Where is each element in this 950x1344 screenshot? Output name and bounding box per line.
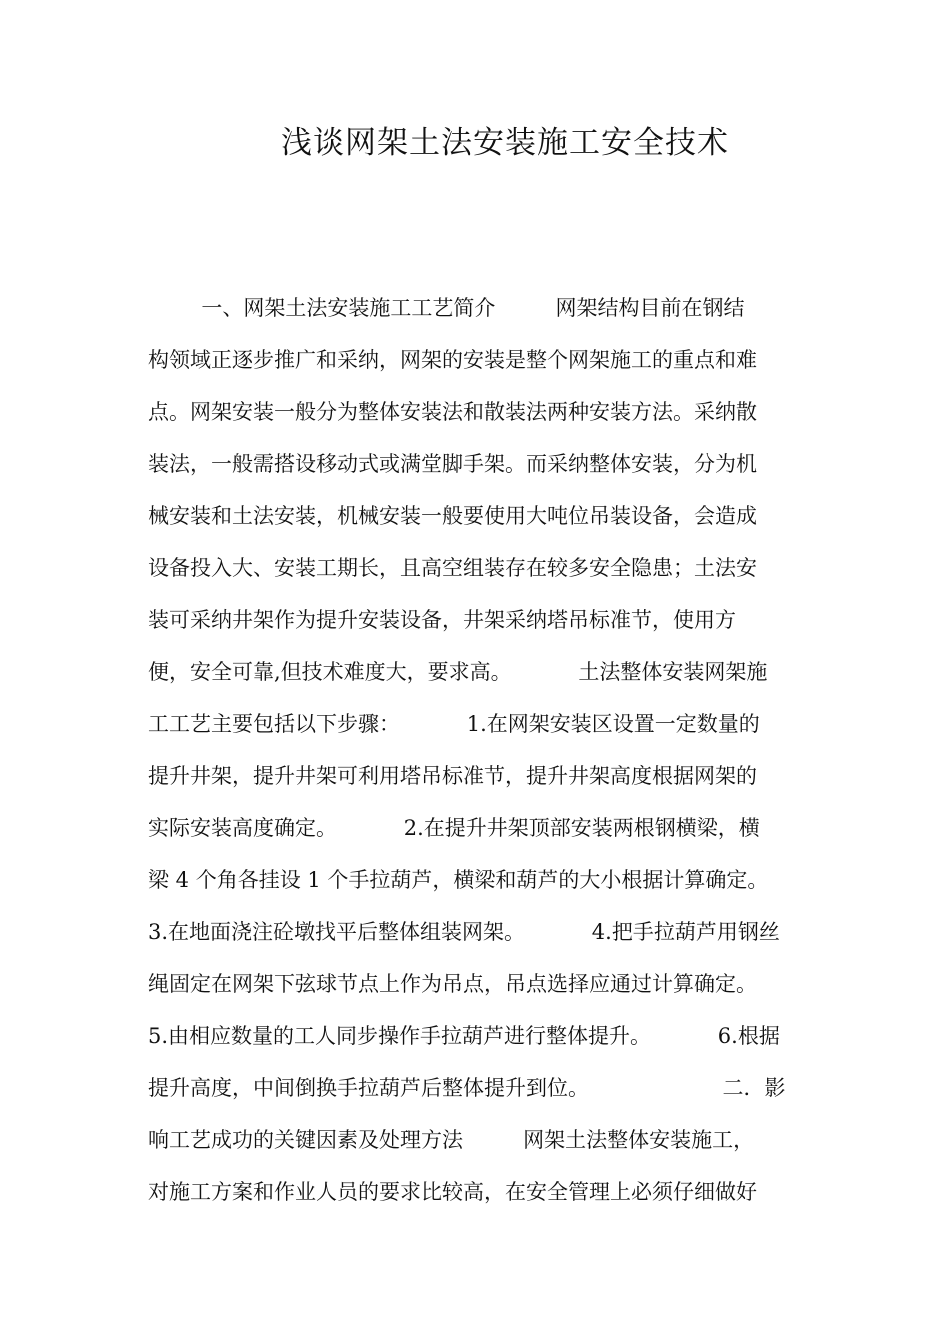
- body-line: 5.由相应数量的工人同步操作手拉葫芦进行整体提升。 6.根据: [148, 1024, 780, 1048]
- body-text: [148, 282, 808, 1218]
- document-title: 浅谈网架土法安装施工安全技术: [281, 125, 729, 161]
- body-line: 实际安装高度确定。 2.在提升井架顶部安装两根钢横梁，横: [148, 816, 760, 840]
- body-line: 响工艺成功的关键因素及处理方法 网架土法整体安装施工，: [148, 1128, 755, 1152]
- body-line: 一、网架土法安装施工工艺简介 网架结构目前在钢结: [148, 296, 745, 320]
- body-line: 便，安全可靠,但技术难度大，要求高。 土法整体安装网架施: [148, 660, 768, 684]
- body-line: 点。网架安装一般分为整体安装法和散装法两种安装方法。采纳散: [148, 400, 757, 424]
- body-line: 设备投入大、安装工期长，且高空组装存在较多安全隐患；土法安: [148, 556, 757, 580]
- body-line: 械安装和土法安装，机械安装一般要使用大吨位吊装设备，会造成: [148, 504, 757, 528]
- body-line: 提升井架，提升井架可利用塔吊标准节，提升井架高度根据网架的: [148, 764, 757, 788]
- body-line: 梁 4 个角各挂设 1 个手拉葫芦，横梁和葫芦的大小根据计算确定。: [148, 868, 769, 892]
- body-line: 提升高度，中间倒换手拉葫芦后整体提升到位。 二．影: [148, 1076, 786, 1100]
- body-line: 装可采纳井架作为提升安装设备，井架采纳塔吊标准节，使用方: [148, 608, 736, 632]
- body-line: 3.在地面浇注砼墩找平后整体组装网架。 4.把手拉葫芦用钢丝: [148, 920, 780, 944]
- body-line: 工工艺主要包括以下步骤： 1.在网架安装区设置一定数量的: [148, 712, 760, 736]
- body-line: 装法，一般需搭设移动式或满堂脚手架。而采纳整体安装，分为机: [148, 452, 757, 476]
- body-line: 构领域正逐步推广和采纳，网架的安装是整个网架施工的重点和难: [148, 348, 757, 372]
- body-line: 对施工方案和作业人员的要求比较高，在安全管理上必须仔细做好: [148, 1180, 757, 1204]
- body-line: 绳固定在网架下弦球节点上作为吊点，吊点选择应通过计算确定。: [148, 972, 757, 996]
